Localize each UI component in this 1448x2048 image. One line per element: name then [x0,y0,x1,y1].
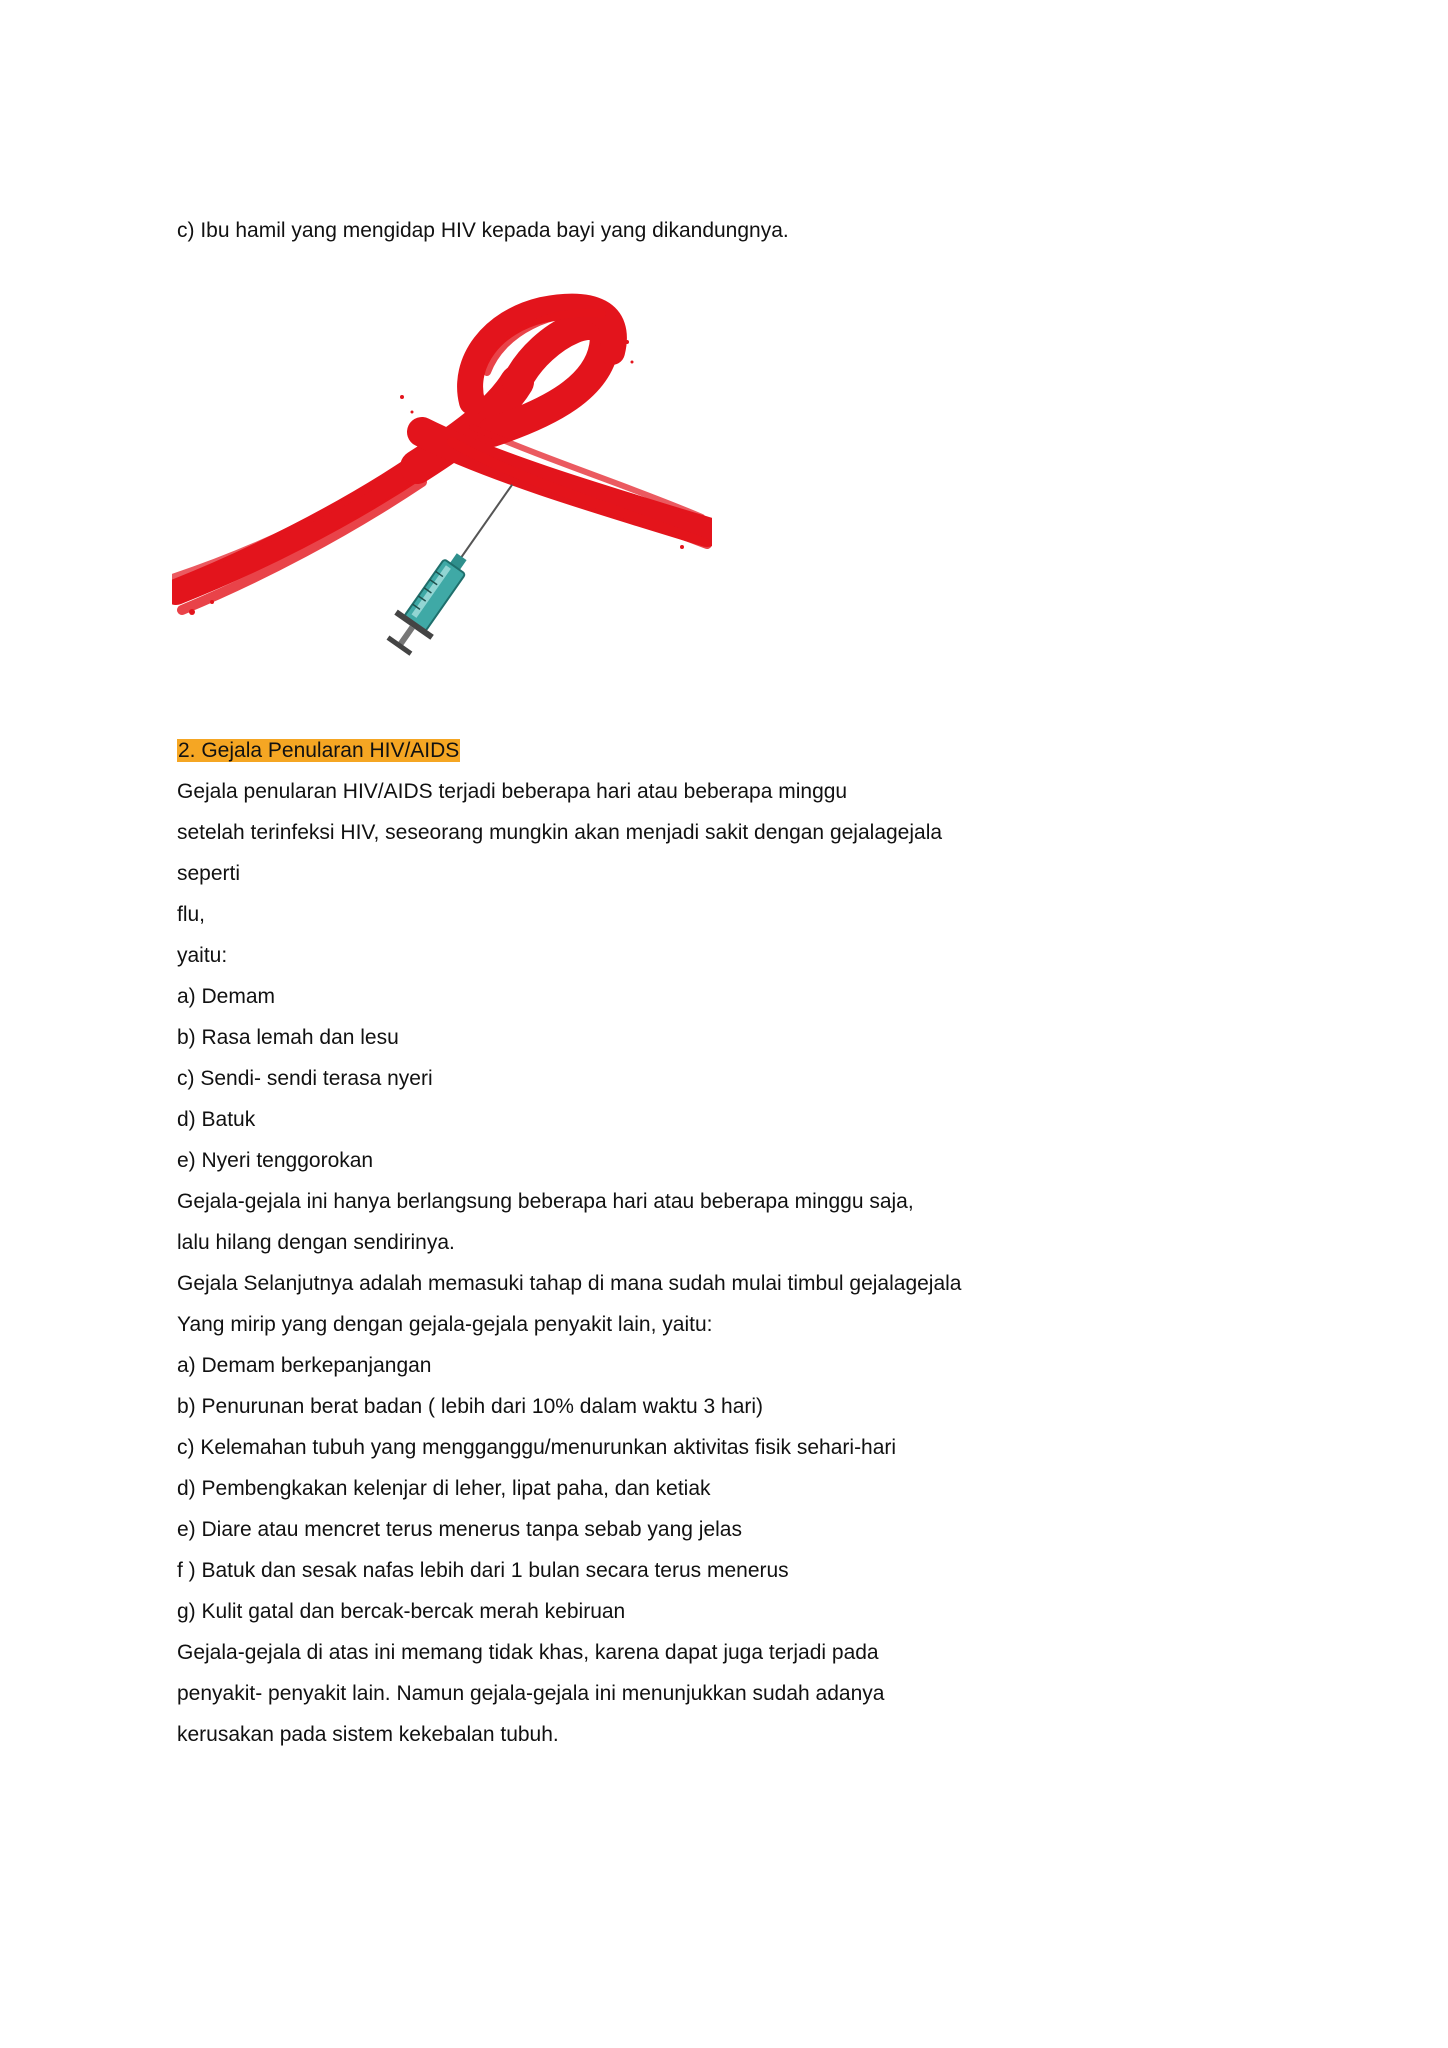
list-item: a) Demam berkepanjangan [177,1354,432,1377]
body-line: Gejala-gejala di atas ini memang tidak khas, karena dapat juga terjadi pada [177,1641,879,1664]
body-line: kerusakan pada sistem kekebalan tubuh. [177,1723,559,1746]
red-ribbon-syringe-icon [172,292,712,684]
section-heading-text: 2. Gejala Penularan HIV/AIDS [178,739,460,762]
list-item: f ) Batuk dan sesak nafas lebih dari 1 bulan secara terus menerus [177,1559,789,1582]
body-line: Gejala-gejala ini hanya berlangsung beberapa hari atau beberapa minggu saja, [177,1190,914,1213]
list-item: e) Diare atau mencret terus menerus tanpa sebab yang jelas [177,1518,742,1541]
body-line: Gejala Selanjutnya adalah memasuki tahap di mana sudah mulai timbul gejalagejala [177,1272,962,1295]
list-item: d) Pembengkakan kelenjar di leher, lipat paha, dan ketiak [177,1477,711,1500]
body-line: Gejala penularan HIV/AIDS terjadi beberapa hari atau beberapa minggu [177,780,848,803]
list-item: c) Kelemahan tubuh yang mengganggu/menurunkan aktivitas fisik sehari-hari [177,1436,897,1459]
section-heading [177,738,460,764]
list-item: b) Penurunan berat badan ( lebih dari 10% dalam waktu 3 hari) [177,1395,764,1418]
body-line: lalu hilang dengan sendirinya. [177,1231,455,1254]
body-line: penyakit- penyakit lain. Namun gejala-gejala ini menunjukkan sudah adanya [177,1682,885,1705]
list-item: b) Rasa lemah dan lesu [177,1026,399,1049]
body-line: flu, [177,903,206,926]
body-line: Yang mirip yang dengan gejala-gejala penyakit lain, yaitu: [177,1313,713,1336]
body-line: seperti [177,862,241,885]
body-line: setelah terinfeksi HIV, seseorang mungkin akan menjadi sakit dengan gejalagejala [177,821,943,844]
list-item: c) Sendi- sendi terasa nyeri [177,1067,433,1090]
list-item: a) Demam [177,985,276,1008]
list-item: g) Kulit gatal dan bercak-bercak merah kebiruan [177,1600,626,1623]
list-item: d) Batuk [177,1108,256,1131]
intro-line: c) Ibu hamil yang mengidap HIV kepada bayi yang dikandungnya. [177,219,789,242]
body-line: yaitu: [177,944,228,967]
list-item: e) Nyeri tenggorokan [177,1149,374,1172]
